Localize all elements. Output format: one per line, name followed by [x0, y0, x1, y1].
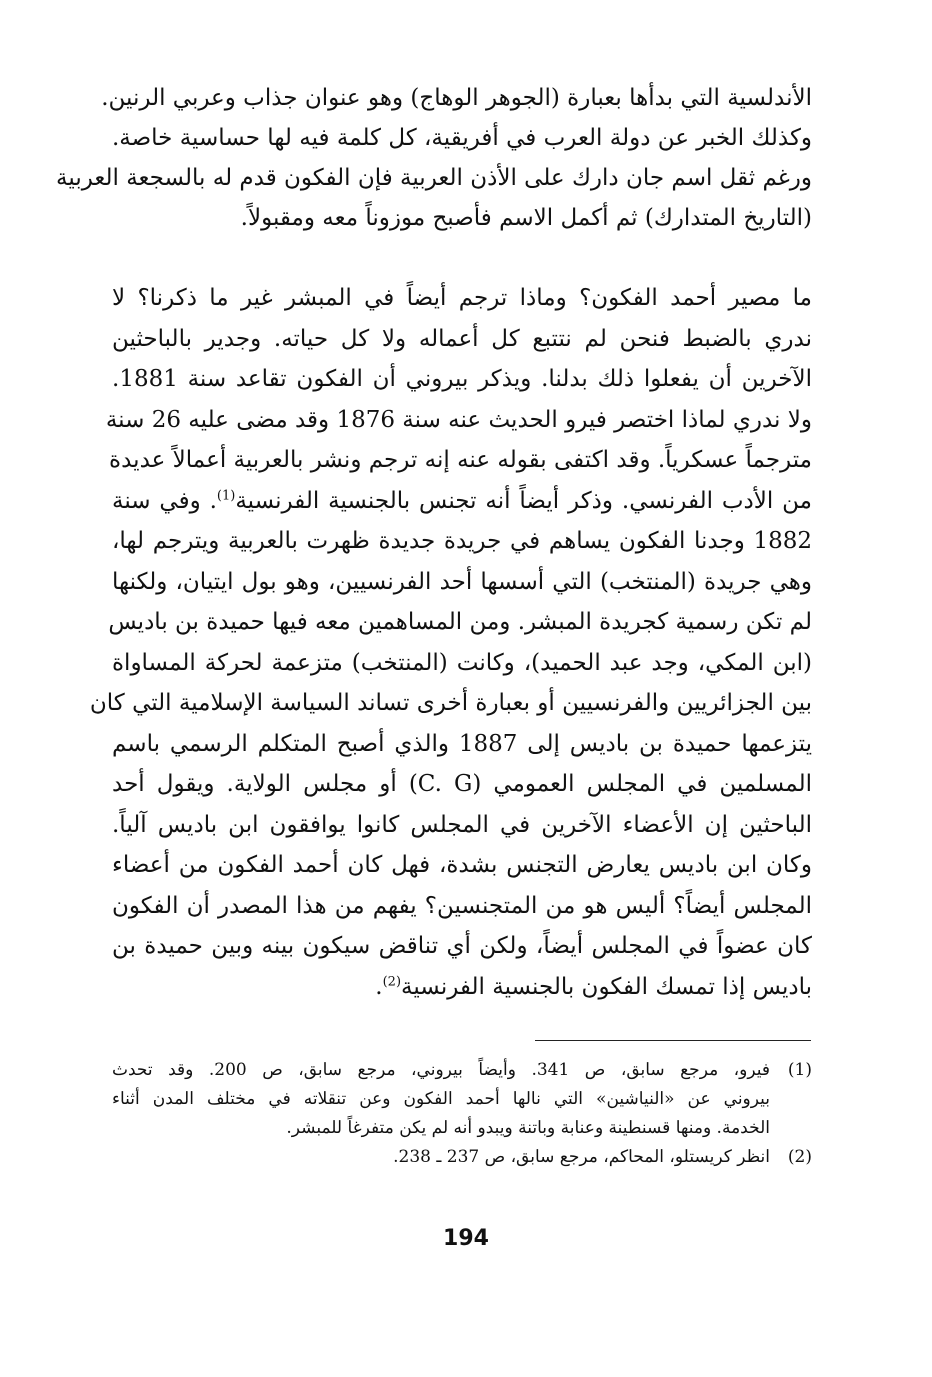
footnote-divider [535, 1040, 811, 1041]
text-line: ولا ندري لماذا اختصر فيرو الحديث عنه سنة 1876 وقد مضى عليه 26 سنة [105, 406, 812, 433]
text-line: الباحثين إن الأعضاء الآخرين في المجلس كانوا يوافقون ابن باديس آلياً. [112, 811, 812, 838]
text-line: لم تكن رسمية كجريدة المبشر. ومن المساهمين معه فيها حميدة بن باديس [108, 609, 812, 635]
footnote-1 [112, 1056, 812, 1143]
paragraph-2 [89, 278, 812, 1007]
text-line: الآخرين أن يفعلوا ذلك بدلنا. ويذكر بيروني أن الفكون تقاعد سنة 1881. [112, 366, 812, 392]
text-line: ورغم ثقل اسم جان دارك على الأذن العربية فإن الفكون قدم له بالسجعة العربية [56, 165, 812, 191]
text-line: كان عضواً في المجلس أيضاً، ولكن أي تناقض سيكون بينه وبين حميدة بن [112, 933, 812, 959]
text-line-with-footnote-1 [112, 481, 812, 522]
text-segment: . [375, 973, 383, 1000]
footnote-line: الخدمة. ومنها قسنطينة وعنابة وباتنة ويبدو أنه لم يكن متفرغاً للمبشر. [286, 1118, 770, 1138]
text-line-with-footnote-2 [112, 967, 812, 1008]
text-line: يتزعمها حميدة بن باديس إلى 1887 والذي أصبح المتكلم الرسمي باسم [112, 730, 812, 757]
text-line: (ابن المكي، وجد عبد الحميد)، وكانت (المنتخب) متزعمة لحركة المساواة [112, 649, 812, 676]
footnote-body [112, 1056, 770, 1143]
footnote-line: فيرو، مرجع سابق، ص 341. وأيضاً بيروني، مرجع سابق، ص 200. وقد تحدث [112, 1060, 770, 1080]
footnote-body [112, 1143, 770, 1172]
footnote-ref-2: (2) [382, 973, 402, 989]
footnote-line: انظر كريستلو، المحاكم، مرجع سابق، ص 237 ـ 238. [393, 1147, 770, 1167]
text-line: ندري بالضبط فنحن لم نتتبع كل أعماله ولا كل حياته. وجدير بالباحثين [112, 325, 812, 352]
footnote-number: (2) [787, 1147, 812, 1167]
text-line: بين الجزائريين والفرنسيين أو بعبارة أخرى تساند السياسة الإسلامية التي كان [89, 690, 812, 716]
text-line: 1882 وجدنا الفكون يساهم في جريدة جديدة ظهرت بالعربية ويترجم لها، [112, 528, 812, 554]
text-line: الأندلسية التي بدأها بعبارة (الجوهر الوهاج) وهو عنوان جذاب وعربي الرنين. [101, 85, 812, 111]
text-segment: باديس إذا تمسك الفكون بالجنسية الفرنسية [401, 973, 812, 1000]
footnotes [112, 1056, 812, 1172]
text-line: وهي جريدة (المنتخب) التي أسسها أحد الفرنسيين، وهو بول ايتيان، ولكنها [112, 568, 812, 595]
text-line: المسلمين في المجلس العمومي (C. G) أو مجلس الولاية. ويقول أحد [112, 771, 812, 797]
footnote-number: (1) [787, 1060, 812, 1080]
text-line: وكذلك الخبر عن دولة العرب في أفريقية، كل كلمة فيه لها حساسية خاصة. [112, 125, 812, 151]
text-line: مترجماً عسكرياً. وقد اكتفى بقوله عنه إنه ترجم ونشر بالعربية أعمالاً عديدة [109, 447, 812, 473]
footnote-2 [112, 1143, 812, 1172]
paragraph-1 [56, 78, 812, 238]
footnote-line: بيروني عن «النياشين» التي نالها أحمد الفكون وعن تنقلاته في مختلف المدن أثناء [112, 1089, 770, 1109]
footnote-ref-1: (1) [216, 487, 236, 503]
text-line: ما مصير أحمد الفكون؟ وماذا ترجم أيضاً في المبشر غير ما ذكرنا؟ لا [112, 285, 812, 311]
text-segment: من الأدب الفرنسي. وذكر أيضاً أنه تجنس بالجنسية الفرنسية [235, 487, 812, 514]
page-number: 194 [443, 1226, 489, 1251]
text-line: (التاريخ المتدارك) ثم أكمل الاسم فأصبح موزوناً معه ومقبولاً. [240, 205, 812, 231]
text-segment: . وفي سنة [112, 487, 217, 514]
text-line: المجلس أيضاً؟ أليس هو من المتجنسين؟ يفهم من هذا المصدر أن الفكون [112, 892, 812, 919]
text-line: وكان ابن باديس يعارض التجنس بشدة، فهل كان أحمد الفكون من أعضاء [112, 852, 812, 878]
